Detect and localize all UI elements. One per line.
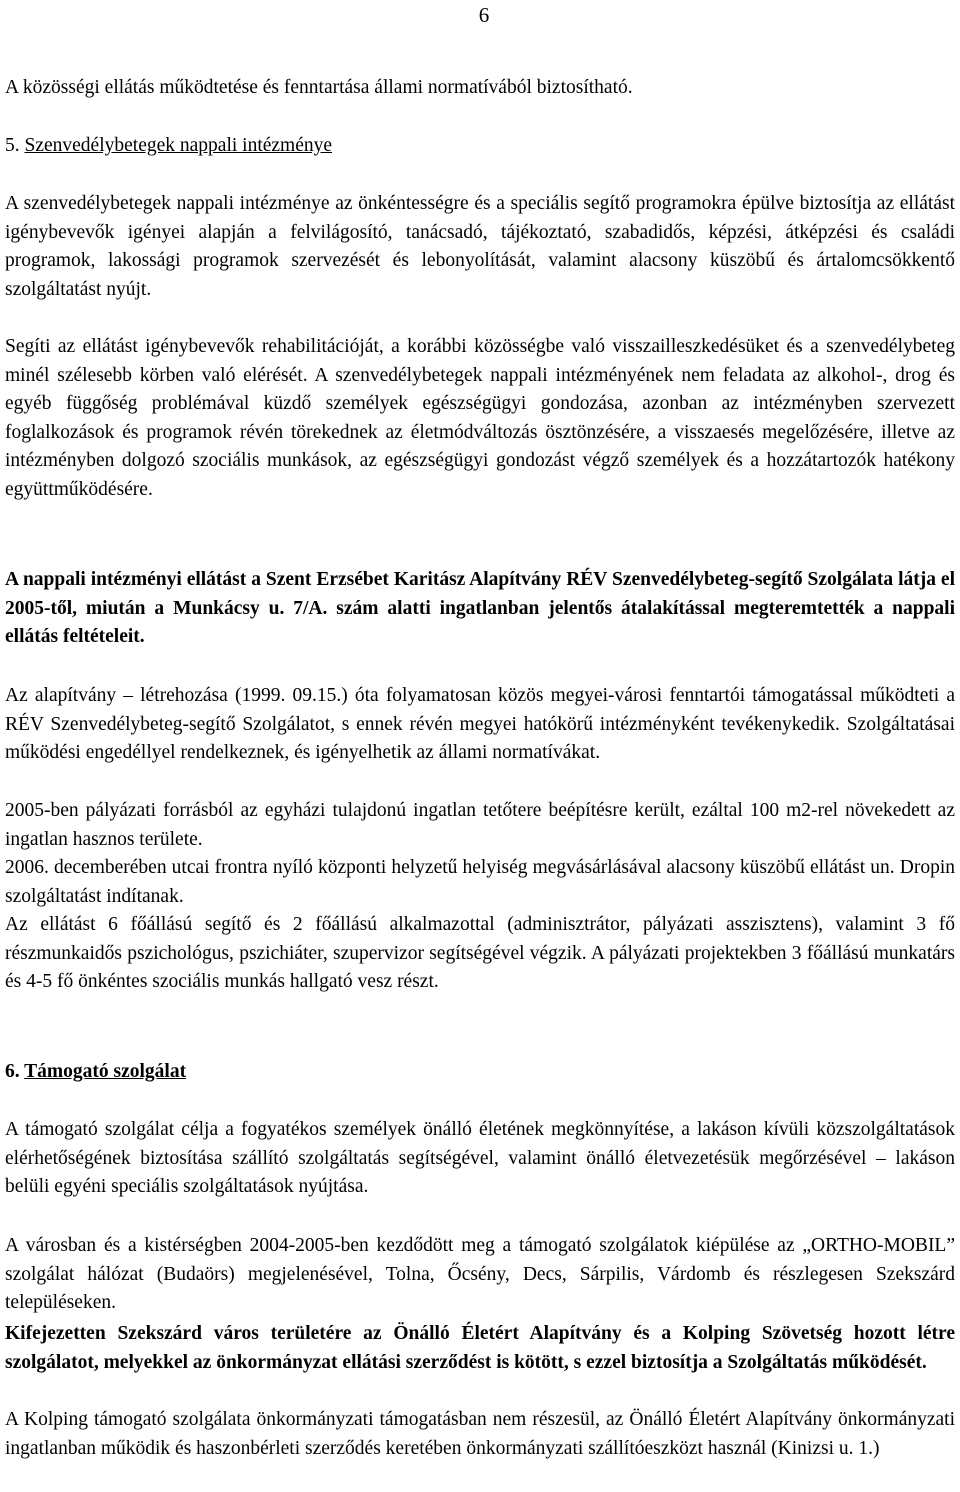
- section-5-number: 5.: [5, 135, 20, 156]
- section-6-paragraph-2: A városban és a kistérségben 2004-2005-ben kezdődött meg a támogató szolgálatok kiépülése az „ORTHO-MOBIL” szolgálat hálózat (Budaörs) megjelenésével, Tolna, Őcsény, Decs, Sárpilis, Várdomb és részlegesen Szekszárd településeken.: [5, 1235, 955, 1314]
- section-5-paragraph-2: Segíti az ellátást igénybevevők rehabilitációját, a korábbi közösségbe való visszailleszkedésüket és a szenvedélybeteg minél szélesebb körben való elérését. A szenvedélybetegek nappali intézményének nem feladata az alkohol-, drog és egyéb függőség problémával küzdő személyek egészségügyi gondozása, azonban az intézményben szervezett foglalkozások és programok révén törekednek az életmódváltozás ösztönzésére, a visszaesés megelőzésére, illetve az intézményben dolgozó szociális munkások, az egészségügyi gondozást végző személyek és a hozzátartozók hatékony együttműködésére.: [5, 336, 955, 500]
- page-number: 6: [478, 3, 490, 27]
- section-6-title: Támogató szolgálat: [24, 1061, 187, 1082]
- intro-paragraph: A közösségi ellátás működtetése és fenntartása állami normatívából biztosítható.: [5, 77, 633, 98]
- section-5-title: Szenvedélybetegek nappali intézménye: [24, 135, 333, 156]
- section-5-paragraph-1: A szenvedélybetegek nappali intézménye az önkéntességre és a speciális segítő programokra épülve biztosítja az ellátást igénybevevők igényei alapján a felvilágosító, tanácsadó, tájékoztató, szabadidős, képzési, átképzési és családi programok, lakossági programok szervezését és lebonyolítását, valamint alacsony küszöbű és ártalomcsökkentő szolgáltatást nyújt.: [5, 193, 955, 300]
- section-5-heading: [5, 132, 955, 161]
- section-5-paragraph-4: 2005-ben pályázati forrásból az egyházi tulajdonú ingatlan tetőtere beépítésre került, ezáltal 100 m2-rel növekedett az ingatlan hasznos területe.: [5, 800, 955, 850]
- section-6-bold-paragraph: Kifejezetten Szekszárd város területére az Önálló Életért Alapítvány és a Kolping Szövetség hozott létre szolgálatot, melyekkel az önkormányzat ellátási szerződést is kötött, s ezzel biztosítja a Szolgáltatás működését.: [5, 1323, 955, 1373]
- section-5-paragraph-3: Az alapítvány – létrehozása (1999. 09.15.) óta folyamatosan közös megyei-városi fenntartói támogatással működteti a RÉV Szenvedélybeteg-segítő Szolgálatot, s ennek révén megyei hatókörű intézményként tevékenykedik. Szolgáltatásai működési engedéllyel rendelkeznek, és igényelhetik az állami normatívákat.: [5, 685, 955, 764]
- section-6-paragraph-3: A Kolping támogató szolgálata önkormányzati támogatásban nem részesül, az Önálló Életért Alapítvány önkormányzati ingatlanban működik és haszonbérleti szerződés keretében önkormányzati szállítóeszközt használ (Kinizsi u. 1.): [5, 1409, 955, 1459]
- section-5-paragraph-6: Az ellátást 6 főállású segítő és 2 főállású alkalmazottal (adminisztrátor, pályázati asszisztens), valamint 3 fő részmunkaidős pszichológus, pszichiáter, szupervizor segítségével végzik. A pályázati projektekben 3 főállású munkatárs és 4-5 fő önkéntes szociális munkás hallgató vesz részt.: [5, 914, 955, 993]
- section-5-bold-paragraph: A nappali intézményi ellátást a Szent Erzsébet Karitász Alapítvány RÉV Szenvedélybeteg-segítő Szolgálata látja el 2005-től, miután a Munkácsy u. 7/A. szám alatti ingatlanban jelentős átalakítással megteremtették a nappali ellátás feltételeit.: [5, 569, 955, 648]
- section-6-heading: [5, 1058, 955, 1087]
- section-5-paragraph-5: 2006. decemberében utcai frontra nyíló központi helyzetű helyiség megvásárlásával alacsony küszöbű ellátást un. Dropin szolgáltatást indítanak.: [5, 857, 955, 907]
- section-6-number: 6.: [5, 1061, 20, 1082]
- section-6-paragraph-1: A támogató szolgálat célja a fogyatékos személyek önálló életének megkönnyítése, a lakáson kívüli közszolgáltatások elérhetőségének biztosítása szállító szolgáltatás segítségével, valamint önálló életvezetésük megőrzésével – lakáson belüli egyéni speciális szolgáltatások nyújtása.: [5, 1119, 955, 1198]
